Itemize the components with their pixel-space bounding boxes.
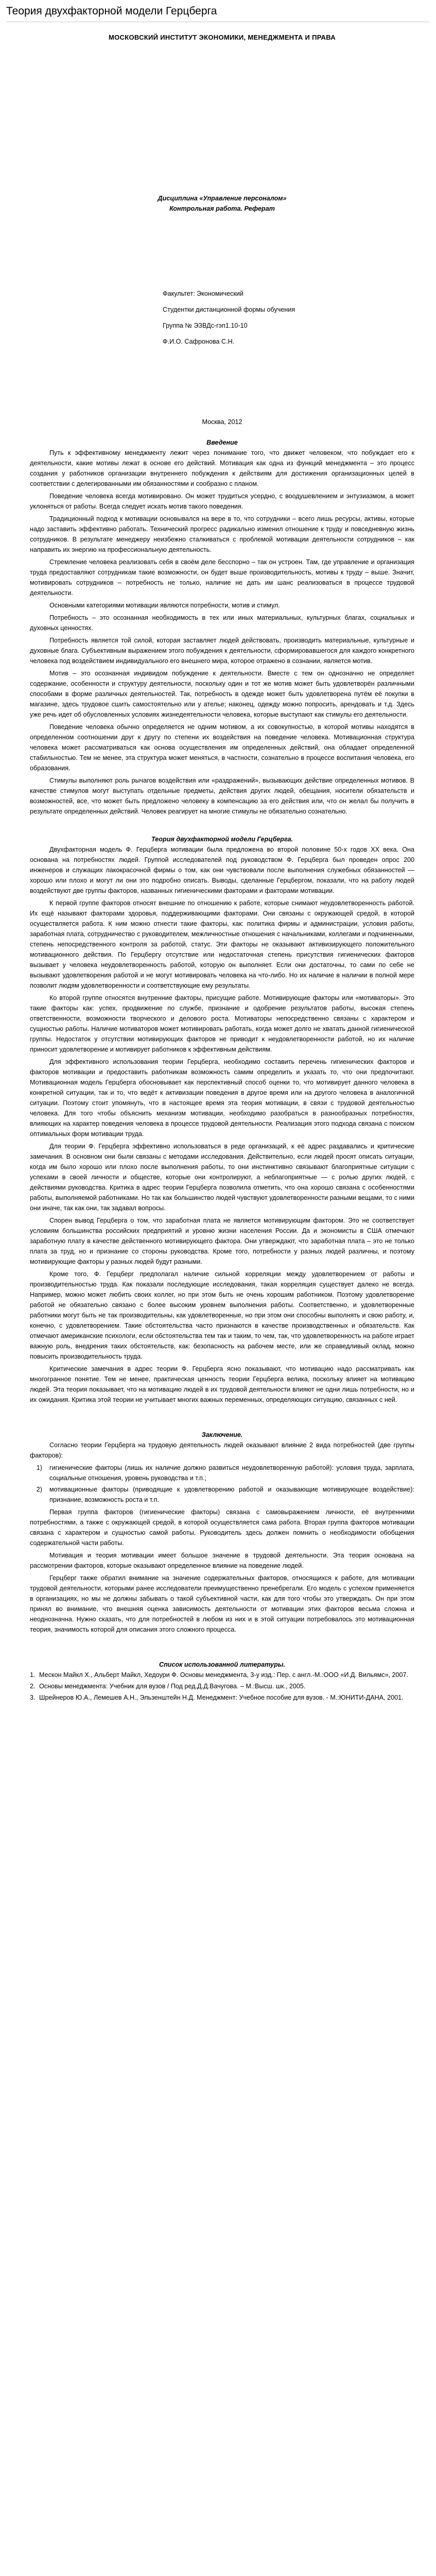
paragraph: Двухфакторная модель Ф. Герцберга мотивации была предложена во второй половине 50-х годов XX века. Она основана на потребностях людей. Группой исследователей под руководством Ф. Герцберга был проведен опрос 200 инженеров и служащих лакокрасочной фирмы о том, как они чувствовали после выполнения служебных обязанностей — хорошо или плохо и могут ли они это подробно описать. Выводы, сделанные Герцбергом, показали, что на работу людей воздействуют две группы факторов, названных гигиеническими факторами и факторами мотивации. (30, 846, 414, 894)
source-item (30, 1670, 414, 1680)
title-page (30, 32, 414, 427)
paragraph: Стимулы выполняют роль рычагов воздействия или «раздражений», вызывающих действие определенных мотивов. В качестве стимулов могут выступать отдельные предметы, действия других людей, обещания, носители обязательств и возможностей, все, что может быть предложено человеку в компенсацию за его действия или, что он желал бы получить в результате определенных действий. Человек реагирует на многие стимулы не обязательно сознательно. (30, 777, 414, 815)
paragraph: Для эффективного использования теории Герцберга, необходимо составить перечень гигиенических факторов и факторов мотивации и предоставить работникам возможность самим определить и указать то, что они предпочитают. Мотивационная модель Герцберга обосновывает как перспективный способ оценки то, что мотивирует данного человека в конкретной ситуации, так и то, что ведёт к активизации поведения в другое время или на другого человека в аналогичной ситуации. Поэтому стоит упомянуть, что в настоящее время эта теория мотивации, в связи с трудовой деятельностью человека. Для того чтобы объяснить механизм мотивации, необходимо разобраться в разнообразных потребностях, влияющих на характер поведения человека в процессе трудовой деятельности. Реализация этого подхода связана с поиском оптимальных форм мотивации труда. (30, 1058, 414, 1138)
list-item (30, 1484, 414, 1505)
paragraph: Спорен вывод Герцберга о том, что заработная плата не является мотивирующим фактором. Это не соответствует условиям большинства российских предприятий и уровню жизни населения России. Да и экономисты в США отмечают заработную плату в качестве действенного мотивирующего фактора. Они утверждают, что заработная плата – это не только плата за труд, но и признание со стороны руководства. Кроме того, потребности у разных людей различны, и поэтому мотивирующие факторы у разных людей будут разными. (30, 1217, 414, 1265)
source-number: 1. (30, 1671, 36, 1679)
paragraph: Герцберг также обратил внимание на значение содержательных факторов, относящихся к работе, для мотивации трудовой деятельности, которыми ранее исследователи преимущественно пренебрегали. Его модель с успехом применяется в организациях, но мы не должны забывать о такой субъективной части, как для того чтобы это утверждать. Он при этом принял во внимание, что внешняя оценка зависимость деятельности от мотивации этих факторов весьма сложна и неоднозначна. Нужно сказать, что для потребностей в любом из них и в этой ситуации потребовалось это мотивационная теория, значимость которой для описания этого сложного процесса. (30, 1574, 414, 1633)
paragraph: Согласно теории Герцберга на трудовую деятельность людей оказывают влияние 2 вида потребностей (две группы факторов): (30, 1442, 414, 1459)
list-number: 1) (36, 1464, 42, 1471)
paragraph: Путь к эффективному менеджменту лежит через понимание того, что движет человеком, что побуждает его к деятельности, какие мотивы лежат в основе его действий. Мотивация как одна из функций менеджмента – это процесс создания у работников организации внутреннего побуждения к действиям для достижения организационных целей в соответствии с делегированными им обязанностями и сообразно с планом. (30, 449, 414, 487)
paragraph: Поведение человека всегда мотивировано. Он может трудиться усердно, с воодушевлением и энтузиазмом, а может уклоняться от работы. Всегда следует искать мотив такого поведения. (30, 493, 414, 510)
paragraph: Мотивация и теория мотивации имеет большое значение в трудовой деятельности. Эта теория основана на рассмотрении факторов, которые оказывают определенное влияние на поведение людей. (30, 1552, 414, 1569)
conclusion-heading: Заключение. (201, 1431, 243, 1438)
paragraph: Потребность – это осознанная необходимость в тех или иных материальных, культурных благах, социальных и духовных ценностях. (30, 614, 414, 632)
list-text: мотивационные факторы (приводящие к удовлетворению работой и оказывающие мотивирующее воздействие): признание, возможность роста и т.п. (49, 1486, 414, 1503)
conclusion-section (30, 1430, 414, 1635)
source-item (30, 1681, 414, 1691)
student-name: Ф.И.О. Сафронова С.Н. (163, 338, 235, 345)
paragraph: Поведение человека обычно определяется не одним мотивом, а их совокупностью, в которой мотивы находятся в определенном соотношении друг к другу по степени их воздействия на поведение человека. Мотивационная структура человека может рассматриваться как основа осуществления им определенных действий, она обладает определенной стабильностью. Тем не менее, эта структура может меняться, в частности, сознательно в процессе воспитания человека, его образования. (30, 723, 414, 772)
paragraph: Основными категориями мотивации являются потребности, мотив и стимул. (49, 602, 280, 609)
source-number: 2. (30, 1683, 36, 1690)
paragraph: К первой группе факторов относят внешние по отношению к работе, которые снимают неудовлетворенность работой. Их ещё называют факторами здоровья, поддерживающими факторами. Они связаны с окружающей средой, в которой осуществляется работа. К ним можно отнести такие факторы, как: политика фирмы и администрации, условия работы, заработная плата, сотрудничество с руководителем, межличностные отношения с начальниками, коллегами и подчиненными, степень непосредственного контроля за работой, статус. Эти факторы не оказывают активизирующего положительного мотивационного действия. По Герцбергу отсутствие или недостаточная степень присутствия гигиенических факторов вызывает у человека неудовлетворенность работой, которую он выполняет. Если они достаточны, то сами по себе не вызывают удовлетворения работой и не могут мотивировать человека на что-либо. Но их наличие в наличии в полной мере позволит людям удовлетворенности и соответствующие ему результаты. (30, 900, 414, 989)
institute-name: МОСКОВСКИЙ ИНСТИТУТ ЭКОНОМИКИ, МЕНЕДЖМЕНТА И ПРАВА (109, 33, 336, 41)
sources-heading: Список использованной литературы. (159, 1661, 286, 1668)
document-body (0, 22, 436, 1703)
paragraph: Первая группа факторов (гигиенические факторы) связана с самовыражением личности, её внутренними потребностями, а также с окружающей средой, в которой осуществляется сама работа. Вторая группа факторов мотивации связана с характером и сущностью самой работы. Руководитель здесь должен помнить о необходимости обобщения содержательной части работы. (30, 1509, 414, 1547)
list-number: 2) (36, 1486, 42, 1493)
list-item (30, 1463, 414, 1483)
paragraph: Для теории Ф. Герцберга эффективно использоваться в реде организаций, к её адрес раздавались и критические замечания. В основном они были связаны с методами исследования. Действительно, если людей просят описать ситуации, когда им было хорошо или плохо после выполнения работы, то они инстинктивно связывают благоприятные ситуации с успехами в своей личности и обществе, которые они контролируют, а неблагоприятные — с ролью других людей, с действиями руководства. Критика в адрес теории Герцберга позволила отметить, что она хорошо связана с особенностями работы, выполняемой работниками. Но так как большинство людей чувствуют удовлетворенности разными вещами, то с ними они иначе, так как они, так задавал вопросы. (30, 1143, 414, 1212)
source-number: 3. (30, 1694, 36, 1701)
source-text: Шрейнеров Ю.А., Лемешев А.Н., Эльзенштейн Н.Д. Менеджмент: Учебное пособие для вузов. - М.:ЮНИТИ-ДАНА, 2001. (39, 1694, 404, 1701)
faculty-line: Факультет: Экономический (163, 290, 243, 297)
theory-section (30, 834, 414, 1405)
work-type: Контрольная работа. Реферат (169, 205, 275, 212)
source-text: Основы менеджмента: Учебник для вузов / Под ред.Д.Д.Вачугова. – М.:Высш. шк., 2005. (39, 1683, 306, 1690)
source-item (30, 1692, 414, 1703)
paragraph: Потребность является той силой, которая заставляет людей действовать, производить материальные, культурные и духовные блага. Субъективным выражением этого побуждения к деятельности, сформировавшегося для каждого конкретного человека под воздействием индивидуального его внешнего мира, которое отражено в сознании, является мотив. (30, 637, 414, 665)
paragraph: Ко второй группе относятся внутренние факторы, присущие работе. Мотивирующие факторы или «мотиваторы». Это такие факторы как: успех, продвижение по службе, признание и одобрение результатов работы, высокая степень ответственности, возможности творческого и делового роста. Мотиваторы непосредственно связаны с характером и сущностью работы. Наличие мотиваторов может мотивировать работать, когда может долго не хватать данной гигиенической группы. Недостаток у отсутствии мотивирующих факторов не приводит к неудовлетворенности работой, но их наличие приносит удовлетворение и мотивирует работников к эффективным действиям. (30, 994, 414, 1053)
factor-list (30, 1463, 414, 1505)
discipline-line: Дисциплина «Управление персоналом» (158, 195, 287, 202)
student-info (163, 286, 414, 350)
document-header (0, 0, 436, 22)
intro-section (30, 437, 414, 817)
paragraph: Мотив – это осознанная индивидом побуждение к деятельности. Вместе с тем он однозначно не определяет содержание, особенности и структуру деятельности, поскольку один и тот же мотив может быть удовлетворён различными способами в форме различных деятельностей. Так, потребность в одежде может быть удовлетворена путём её покупки в магазине, здесь трудовое сшить самостоятельно или у ателье; наконец, одежду можно попросить, арендовать и т.д. Здесь уже речь идет об обусловленных условиях жизнедеятельности человека, которые выступают как стимулы его деятельности. (30, 670, 414, 718)
document-title: Теория двухфакторной модели Герцберга (6, 5, 217, 17)
list-text: гигиенические факторы (лишь их наличие должно развиться неудовлетворенную работой): условия труда, зарплата, социальные отношения, уровень руководства и т.п.; (49, 1464, 414, 1482)
paragraph: Стремление человека реализовать себя в своём деле бесспорно – так он устроен. Там, где управление и организация труда предоставляют сотрудникам такие возможности, он будет выше производительность, мотивы к труду – выше. Значит, мотивировать сотрудников – потребность не только, наличие не дать им шанс реализоваться в процессе трудовой деятельности. (30, 558, 414, 597)
intro-heading: Введение (206, 439, 238, 446)
source-text: Мескон Майкл Х., Альберт Майкл, Хедоури Ф. Основы менеджмента, 3-у изд.: Пер. с англ.-М.:ООО «И.Д. Вильямс», 2007. (39, 1671, 409, 1679)
paragraph: Критические замечания в адрес теории Ф. Герцберга ясно показывают, что мотивацию надо рассматривать как многогранное понятие. Тем не менее, практическая ценность теории Герцберга велика, поскольку влияет на мотивацию людей. Эта теория показывает, что на мотивацию людей в их трудовой деятельности влияют не одни лишь потребности, но и их ожидания. Критика этой теории не учитывает многих важных переменных, определяющих ситуацию, связанных с ней. (30, 1365, 414, 1403)
paragraph: Кроме того, Ф. Герцберг предполагал наличие сильной корреляции между удовлетворением от работы и производительностью труда. Как показали последующие исследования, такая корреляция существует далеко не всегда. Например, можно может любить своих коллег, но при этом быть не очень хорошим работником. Поэтому удовлетворение работой не обязательно связано с более высоким уровнем выполнения работы. Соответственно, и удовлетворенные работники могут быть не так производительны, как удовлетворенные, но при этом они способны выполнять и свою работу, и, конечно, с удовлетворением. Такие обстоятельства часто признаются в качестве производственных и обязательств. Как отмечают американские психологи, если обстоятельства тем так и таким, то чем, так, что удовлетворенность на работе играет важную роль, внедрения таких обстоятельств, как: безопасность на рабочем месте, или же справедливый оклад, можно повысить производительность труда. (30, 1270, 414, 1360)
students-line: Студентки дистанционной формы обучения (163, 306, 295, 313)
paragraph: Традиционный подход к мотивации основывался на вере в то, что сотрудники – всего лишь ресурсы, активы, которые надо заставить эффективно работать. Технический прогресс радикально изменил отношение к труду и повседневную жизнь сотрудников. В результате менеджеру неизбежно сталкиваться с проблемой мотивации деятельности сотрудников – как направить их энергию на профессиональную деятельность. (30, 515, 414, 553)
group-line: Группа № ЭЗВДс-гэп1.10-10 (163, 322, 248, 329)
city-year: Москва, 2012 (202, 418, 242, 426)
sources-section (30, 1659, 414, 1703)
theory-heading: Теория двухфакторной модели Герцберга. (151, 836, 293, 843)
